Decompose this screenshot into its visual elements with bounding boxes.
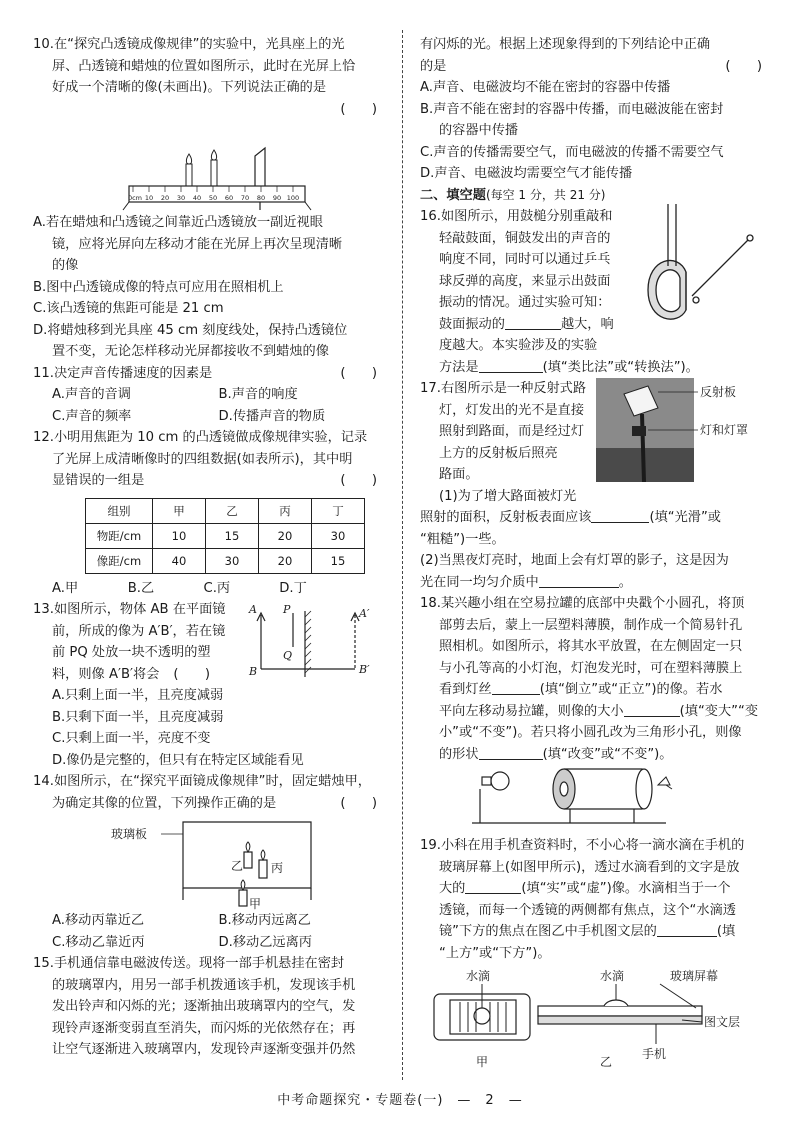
q18-text: 平向左移动易拉罐，则像的大小	[439, 703, 624, 719]
ruler-label: 90	[272, 194, 282, 202]
q15-option-a: A.声音、电磁波均不能在密封的容器中传播	[420, 80, 671, 95]
q14-stem-line: 14.如图所示，在“探究平面镜成像规律”时，固定蜡烛甲，	[33, 774, 371, 789]
answer-blank[interactable]	[479, 745, 543, 760]
q11-option-a: A.声音的音调	[52, 387, 131, 402]
q19-line: 玻璃屏幕上(如图甲所示)，透过水滴看到的文字是放	[439, 859, 740, 875]
label-yi: 乙	[600, 1055, 613, 1069]
q11-option-c: C.声音的频率	[52, 408, 132, 424]
ruler-label: 60	[224, 194, 234, 202]
label-jia: 甲	[249, 897, 262, 910]
q17-line: 照射到路面，而是经过灯	[439, 424, 585, 439]
q13-stem-line: 前 PQ 处放一块不透明的塑	[52, 645, 211, 660]
glass-plate-figure	[33, 814, 385, 910]
section-title: 二、填空题	[420, 187, 486, 203]
table-cell: 30	[312, 523, 365, 548]
q14-option-c: C.移动乙靠近丙	[52, 934, 145, 950]
q17-line: (1)为了增大路面被灯光	[439, 488, 577, 504]
q12-data-table	[85, 498, 365, 574]
q15-stem-line: 的是	[420, 58, 447, 74]
ruler-label: 40	[192, 194, 202, 202]
drum-figure	[638, 200, 768, 330]
q13-stem-text: 料，则像 A′B′将会	[52, 666, 160, 682]
q16-line: 轻敲鼓面，铜鼓发出的声音的	[439, 230, 611, 246]
question-15-part2	[420, 34, 770, 185]
label-A-prime: A′	[359, 607, 370, 620]
answer-blank[interactable]	[505, 315, 561, 330]
ruler-label: 80	[256, 194, 266, 202]
label-jia: 甲	[476, 1055, 489, 1069]
q14-option-b: B.移动丙远离乙	[218, 913, 311, 928]
q18-text: 的形状	[439, 746, 479, 762]
page-footer: 中考命题探究・专题卷(一) — 2 —	[277, 1093, 523, 1108]
q17-line: (2)当黑夜灯亮时，地面上会有灯罩的影子，这是因为	[420, 553, 729, 568]
q17-text: 。	[618, 574, 632, 590]
street-lamp-figure	[596, 378, 772, 484]
q11-answer-paren: ( )	[340, 365, 377, 381]
table-row	[86, 548, 365, 573]
q12-option-c: C.丙	[203, 580, 231, 596]
q18-text: (填“倒立”或“正立”)的像。若水	[539, 682, 723, 697]
q15-option-b-cont: 的容器中传播	[439, 123, 519, 138]
q13-stem-line: 前，所成的像为 A′B′，若在镜	[52, 623, 226, 639]
q10-option-a	[33, 212, 385, 277]
q15-stem-line: 发出铃声和闪烁的光；逐渐抽出玻璃罩内的空气，发	[52, 999, 356, 1014]
ruler-label: 10	[144, 194, 154, 202]
label-water-drop-jia: 水滴	[466, 969, 491, 983]
q14-answer-paren: ( )	[340, 795, 377, 811]
q19-line: 19.小科在用手机查资料时，不小心将一滴水滴在手机的	[420, 838, 745, 853]
label-Q: Q	[283, 649, 293, 662]
label-image-layer: 图文层	[704, 1015, 741, 1029]
plane-mirror-figure	[243, 599, 383, 689]
label-B: B	[249, 665, 258, 678]
q10-option-b: B.图中凸透镜成像的特点可应用在照相机上	[33, 279, 284, 295]
q18-line	[420, 744, 770, 766]
optical-bench-figure	[33, 120, 385, 212]
q19-text: (填“实”或“虚”)像。水滴相当于一个	[521, 881, 731, 896]
ruler-label: 70	[240, 194, 250, 202]
q13-option-b: B.只剩下面一半，且亮度减弱	[52, 709, 224, 725]
q10-stem-line: 10.在“探究凸透镜成像规律”的实验中，光具座上的光	[33, 37, 345, 52]
q19-text: (填	[716, 924, 736, 939]
q18-text: (填“改变”或“不变”)。	[542, 746, 673, 762]
q19-text: 大的	[439, 881, 466, 896]
q11-option-b: B.声音的响度	[218, 387, 298, 402]
question-10	[33, 34, 385, 363]
q17-line: “粗糙”)一些。	[420, 531, 505, 547]
q10-option-c: C.该凸透镜的焦距可能是 21 cm	[33, 301, 224, 316]
label-P: P	[283, 603, 291, 616]
ruler-label: 0cm	[127, 194, 143, 202]
label-glass-screen: 玻璃屏幕	[670, 969, 719, 983]
table-cell: 乙	[206, 498, 259, 523]
q16-line	[420, 357, 770, 379]
answer-blank[interactable]	[465, 879, 521, 894]
label-phone: 手机	[642, 1047, 667, 1061]
label-bing: 丙	[271, 861, 284, 875]
q18-line	[420, 679, 770, 701]
q18-text: 看到灯丝	[439, 682, 492, 697]
q19-line: 透镜，而每一个透镜的两侧都有焦点，这个“水滴透	[439, 902, 736, 918]
table-cell: 40	[153, 548, 206, 573]
q12-answer-paren: ( )	[340, 473, 377, 488]
table-cell: 丁	[312, 498, 365, 523]
label-yi: 乙	[231, 859, 244, 873]
q18-text: (填“变大”“变	[679, 703, 759, 719]
question-19	[420, 835, 770, 1072]
q17-text: (填“光滑”或	[649, 510, 721, 525]
ruler-label: 20	[160, 194, 170, 202]
question-13	[33, 599, 385, 771]
q15-option-d: D.声音、电磁波均需要空气才能传播	[420, 166, 633, 181]
table-row	[86, 523, 365, 548]
q13-answer-paren: ( )	[173, 666, 211, 682]
table-cell: 像距/cm	[86, 548, 153, 573]
q16-line: 16.如图所示，用鼓槌分别重敲和	[420, 209, 613, 224]
q12-stem-line: 显错误的一组是	[52, 473, 145, 488]
answer-blank[interactable]	[624, 702, 680, 717]
left-column	[33, 34, 385, 1061]
q15-stem-line: 15.手机通信靠电磁波传送。现将一部手机悬挂在密封	[33, 956, 345, 971]
q15-answer-paren: ( )	[725, 58, 762, 74]
option-line: 的像	[52, 258, 79, 273]
answer-blank[interactable]	[479, 358, 543, 373]
question-15-part1	[33, 953, 385, 1061]
q17-line	[420, 572, 770, 594]
q11-option-d: D.传播声音的物质	[218, 408, 326, 424]
table-cell: 10	[153, 523, 206, 548]
q16-line: 振动的情况。通过实验可知：	[439, 295, 611, 310]
question-18	[420, 593, 770, 827]
q12-option-a: A.甲	[52, 580, 79, 596]
ruler-label: 30	[176, 194, 186, 202]
option-line: D.将蜡烛移到光具座 45 cm 刻度线处，保持凸透镜位	[33, 322, 348, 338]
q16-text: 方法是	[439, 359, 479, 375]
table-cell: 15	[312, 548, 365, 573]
section-subtitle: (每空 1 分，共 21 分)	[485, 187, 606, 202]
q14-option-a: A.移动丙靠近乙	[52, 913, 145, 928]
q15-stem-line: 的玻璃罩内，用另一部手机拨通该手机，发现该手机	[52, 977, 356, 993]
q17-line: 上方的反射板后照亮	[439, 445, 558, 461]
q17-text: 照射的面积，反射板表面应该	[420, 510, 592, 525]
q15-stem-line: 有闪烁的光。根据上述现象得到的下列结论中正确	[420, 37, 711, 52]
q10-option-d	[33, 320, 385, 363]
answer-blank[interactable]	[591, 508, 649, 523]
label-reflector: 反射板	[700, 385, 737, 399]
phone-water-drop-figure	[420, 964, 770, 1072]
label-water-drop-yi: 水滴	[600, 969, 625, 983]
q15-option-b: B.声音不能在密封的容器中传播，而电磁波能在密封	[420, 101, 724, 117]
q14-stem-line: 为确定其像的位置，下列操作正确的是	[52, 795, 277, 811]
q17-line	[420, 507, 770, 529]
option-line: 置不变，无论怎样移动光屏都接收不到蜡烛的像	[52, 344, 329, 359]
option-line: A.若在蜡烛和凸透镜之间靠近凸透镜放一副近视眼	[33, 215, 323, 230]
table-cell: 20	[259, 523, 312, 548]
ruler-label: 50	[208, 194, 218, 202]
q16-text: 鼓面振动的	[439, 316, 505, 332]
table-cell: 甲	[153, 498, 206, 523]
answer-blank[interactable]	[492, 680, 540, 695]
q15-option-c: C.声音的传播需要空气，而电磁波的传播不需要空气	[420, 144, 724, 160]
q18-line: 部剪去后，蒙上一层塑料薄膜，制作成一个简易针孔	[439, 617, 743, 633]
table-header-row	[86, 498, 365, 523]
table-cell: 组别	[86, 498, 153, 523]
question-17	[420, 378, 770, 593]
label-B-prime: B′	[359, 663, 370, 676]
label-glass-plate: 玻璃板	[111, 827, 148, 841]
column-divider	[402, 30, 403, 1080]
table-cell: 丙	[259, 498, 312, 523]
q16-text: (填“类比法”或“转换法”)。	[542, 359, 699, 375]
ruler-label: 100	[286, 194, 300, 202]
question-14	[33, 771, 385, 953]
q12-option-b: B.乙	[127, 580, 155, 596]
q13-stem-line: 13.如图所示，物体 AB 在平面镜	[33, 602, 226, 617]
q16-line: 球反弹的高度，来显示出鼓面	[439, 273, 611, 289]
q10-stem-line: 好成一个清晰的像(未画出)。下列说法正确的是	[52, 80, 327, 95]
question-12	[33, 427, 385, 599]
q18-line: 18.某兴趣小组在空易拉罐的底部中央戳个小圆孔，将顶	[420, 596, 745, 611]
q17-line: 灯，灯发出的光不是直接	[439, 402, 585, 418]
q17-line: 路面。	[439, 467, 479, 482]
q18-line	[420, 701, 770, 723]
q18-line: 照相机。如图所示，将其水平放置，在左侧固定一只	[439, 639, 743, 654]
q18-line: 与小孔等高的小灯泡，灯泡发光时，可在塑料薄膜上	[439, 660, 743, 676]
answer-blank[interactable]	[539, 573, 619, 588]
label-A: A	[249, 603, 257, 616]
table-cell: 15	[206, 523, 259, 548]
q19-text: 镜”下方的焦点在图乙中手机图文层的	[439, 924, 657, 939]
q15-stem-line: 现铃声逐渐变弱直至消失，而闪烁的光依然存在；再	[52, 1020, 356, 1036]
q10-answer-paren: ( )	[340, 101, 377, 117]
q13-option-a: A.只剩上面一半，且亮度减弱	[52, 688, 224, 703]
q13-option-c: C.只剩上面一半，亮度不变	[52, 731, 211, 746]
right-column	[420, 34, 770, 1072]
q13-option-d: D.像仍是完整的，但只有在特定区域能看见	[52, 752, 304, 768]
label-lamp: 灯和灯罩	[700, 423, 749, 437]
q19-line	[420, 878, 770, 900]
q12-option-d: D.丁	[279, 580, 307, 596]
table-cell: 30	[206, 548, 259, 573]
q16-line: 度越大。本实验涉及的实验	[439, 338, 598, 353]
q16-line: 响度不同，同时可以通过乒乓	[439, 252, 611, 267]
option-line: 镜，应将光屏向左移动才能在光屏上再次呈现清晰	[52, 236, 343, 252]
q12-stem-line: 了光屏上成清晰像时的四组数据(如表所示)，其中明	[52, 451, 353, 467]
q12-stem-line: 12.小明用焦距为 10 cm 的凸透镜做成像规律实验，记录	[33, 430, 368, 445]
q16-text: 越大，响	[560, 316, 614, 332]
q14-option-d: D.移动乙远离丙	[218, 934, 312, 950]
q17-text: 光在同一均匀介质中	[420, 574, 539, 590]
q18-line: 小”或“不变”)。若只将小圆孔改为三角形小孔，则像	[439, 725, 742, 740]
q10-stem-line: 屏、凸透镜和蜡烛的位置如图所示，此时在光屏上恰	[52, 58, 356, 74]
pinhole-camera-figure	[420, 765, 770, 827]
question-16	[420, 206, 770, 378]
q19-line	[420, 921, 770, 943]
table-cell: 20	[259, 548, 312, 573]
q15-stem-line: 让空气逐渐进入玻璃罩内，发现铃声逐渐变强并仍然	[52, 1042, 356, 1057]
q11-stem: 11.决定声音传播速度的因素是	[33, 365, 213, 381]
q17-line: 17.右图所示是一种反射式路	[420, 381, 587, 396]
q19-line: “上方”或“下方”)。	[439, 945, 551, 961]
question-11	[33, 363, 385, 428]
table-cell: 物距/cm	[86, 523, 153, 548]
answer-blank[interactable]	[657, 922, 717, 937]
